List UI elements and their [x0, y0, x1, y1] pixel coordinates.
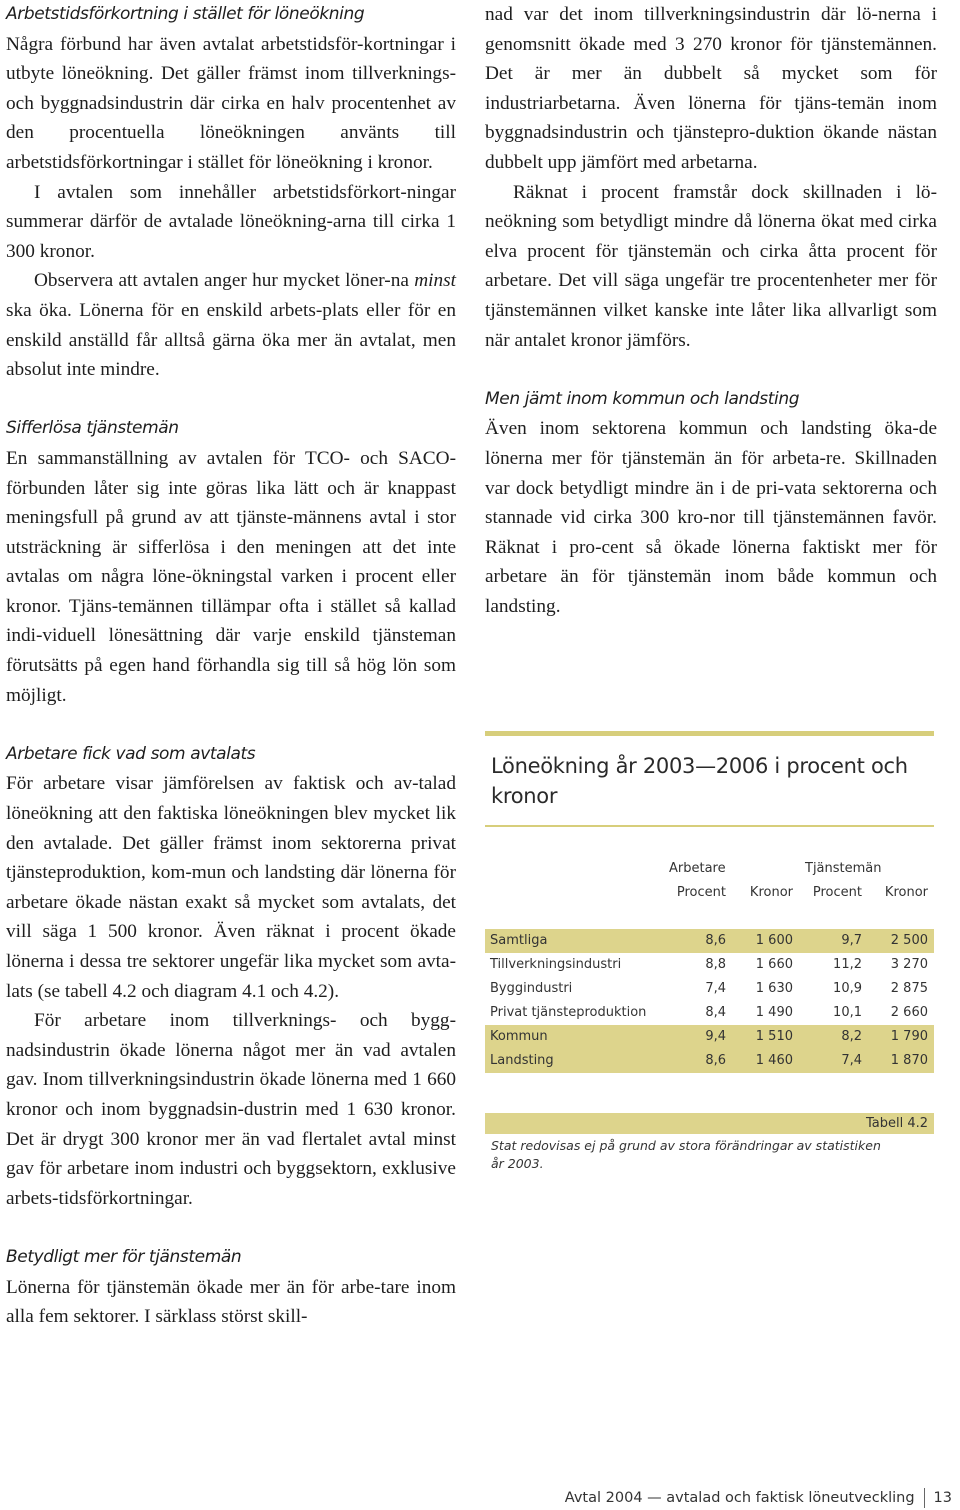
paragraph: Räknat i procent framstår dock skillnaden i lö-neökning som betydligt mindre då lönerna ökat med cirka elva procent för tjänstemän och cirka åtta procent för arbetare. Det vill säga ungefär tre procentenheter mer för tjänstemännen vilket kanske inte låter lika allvarligt som när antalet kronor jämförs. — [485, 181, 937, 351]
column-header: Kronor — [884, 885, 928, 900]
table-cell: 8,6 — [705, 933, 726, 948]
table-cell: 7,4 — [705, 981, 726, 996]
section-heading: Betydligt mer för tjänstemän — [6, 1246, 242, 1267]
table-rows — [485, 929, 934, 1073]
table-cell: 2 875 — [890, 981, 928, 996]
paragraph: För arbetare inom tillverknings- och bygg-nadsindustrin ökade lönerna något mer än vad avtalen gav. Inom tillverkningsindustrin ökade lönerna med 1 660 kronor och inom byggnadsin-dustrin med 1 630 kronor. Det är drygt 300 kronor mer än vad flertalet avtal minst gav för arbetare inom industri och byggsektorn, exklusive arbets-tidsförkortningar. — [6, 1010, 456, 1209]
table-cell: 1 660 — [755, 957, 793, 972]
page-footer — [565, 1486, 952, 1510]
paragraph — [6, 266, 456, 384]
emphasis: minst — [414, 270, 456, 292]
row-label: Tillverkningsindustri — [490, 957, 622, 972]
table-row — [485, 929, 934, 953]
table-cell: 8,6 — [705, 1053, 726, 1068]
table-cell: 1 600 — [755, 933, 793, 948]
section-heading: Sifferlösa tjänstemän — [6, 418, 179, 439]
table-cell: 1 510 — [755, 1029, 793, 1044]
paragraph: I avtalen som innehåller arbetstidsförkort-ningar summerar därför de avtalade löneökning-arna till cirka 1 300 kronor. — [6, 181, 456, 262]
table-cell: 2 500 — [890, 933, 928, 948]
table-cell: 1 790 — [890, 1029, 928, 1044]
table-row — [485, 953, 934, 977]
table-cell: 7,4 — [841, 1053, 862, 1068]
table-row — [485, 977, 934, 1001]
row-label: Privat tjänsteproduktion — [490, 1005, 647, 1020]
group-header-tjansteman: Tjänstemän — [805, 861, 882, 876]
footer-text: Avtal 2004 — avtalad och faktisk löneutveckling — [564, 1490, 915, 1506]
table-cell: 1 460 — [755, 1053, 793, 1068]
table-title: Löneökning år 2003—2006 i procent och kronor — [491, 754, 908, 808]
row-label: Byggindustri — [490, 981, 573, 996]
table-cell: 8,2 — [841, 1029, 862, 1044]
group-header-arbetare: Arbetare — [669, 861, 726, 876]
paragraph: En sammanställning av avtalen för TCO- och SACO-förbunden låter sig inte göras lika lätt och är knappast meningsfull på grund av att tjänste-männens avtal i stor utsträckning är sifferlösa i den meningen att det inte avtalas om några löne-ökningstal varken i procent eller kronor. Tjäns-temännen tillämpar ofta i stället så kallad indi-viduell lönesättning där varje enskild tjänsteman förutsätts på egen hand förhandla sig till så hög lön som möjligt. — [6, 447, 456, 706]
paragraph: Några förbund har även avtalat arbetstidsför-kortningar i utbyte löneökning. Det gäller främst inom tillverknings- och byggnadsindustrin där cirka en halv procentenhet av den procentuella löneökningen använts till arbetstidsförkortningar i stället för löneökning i kronor. — [6, 33, 456, 173]
table-cell: 8,4 — [705, 1005, 726, 1020]
table-cell: 9,7 — [841, 933, 862, 948]
paragraph-text: ska öka. Lönerna för en enskild arbets-plats eller för en enskild anställd får alltså gärna öka mer än avtalat, men absolut inte mindre. — [6, 299, 456, 381]
table-cell: 10,1 — [833, 1005, 862, 1020]
page-number: 13 — [933, 1490, 952, 1506]
table-cell: 2 660 — [890, 1005, 928, 1020]
paragraph: Lönerna för tjänstemän ökade mer än för arbe-tare inom alla fem sektorer. I särklass störst skill- — [6, 1276, 456, 1328]
section-heading: Arbetstidsförkortning i stället för löneökning — [6, 4, 365, 24]
section-heading: Arbetare fick vad som avtalats — [6, 743, 256, 764]
footer-divider — [924, 1488, 925, 1508]
table-footer — [485, 1113, 934, 1173]
table-cell: 3 270 — [890, 957, 928, 972]
table-row — [485, 1001, 934, 1025]
table-cell: 1 630 — [755, 981, 793, 996]
table-cell: 11,2 — [833, 957, 862, 972]
table-cell: 9,4 — [705, 1029, 726, 1044]
paragraph: För arbetare visar jämförelsen av faktisk och av-talad löneökning att den faktiska löneökningen blev mycket lik den avtalade. Det gäller främst inom sektorerna privat tjänsteproduktion, kom-mun och landsting där lönerna för arbetare ökade nästan exakt så mycket som avtalats, det vill säga 1 500 kronor. Även räknat i procent ökade lönerna i dessa tre sektorer ungefär lika mycket som avta-lats (se tabell 4.2 och diagram 4.1 och 4.2). — [6, 773, 456, 1002]
table-label: Tabell 4.2 — [865, 1116, 928, 1131]
table-cell: 1 490 — [755, 1005, 793, 1020]
table-column-header-row — [485, 881, 934, 905]
column-header: Procent — [812, 885, 862, 900]
table-group-header-row — [485, 857, 934, 881]
table-footer-bar — [485, 1113, 934, 1134]
column-header: Kronor — [749, 885, 793, 900]
table-cell: 8,8 — [705, 957, 726, 972]
section-heading: Men jämt inom kommun och landsting — [485, 388, 800, 409]
right-column — [485, 0, 937, 621]
table-note: Stat redovisas ej på grund av stora förändringar av statistiken år 2003. — [491, 1138, 881, 1171]
table-4-2 — [485, 731, 934, 1173]
left-column — [6, 0, 456, 1332]
table-cell: 1 870 — [890, 1053, 928, 1068]
table-body — [485, 827, 934, 1073]
column-header: Procent — [676, 885, 726, 900]
row-label: Kommun — [490, 1029, 548, 1044]
table-row — [485, 1025, 934, 1049]
table-row — [485, 1049, 934, 1073]
row-label: Samtliga — [490, 933, 548, 948]
paragraph-text: Observera att avtalen anger hur mycket löner-na — [34, 270, 415, 292]
paragraph: Även inom sektorena kommun och landsting öka-de lönerna mer för tjänstemän än för arbeta-re. Skillnaden var dock betydligt mindre än i de pri-vata sektorerna och stannade vid cirka 300 kro-nor till tjänstemännen favör. Räknat i pro-cent så ökade lönerna faktiskt mer för arbetare än för tjänstemän inom både kommun och landsting. — [485, 418, 937, 617]
row-label: Landsting — [490, 1053, 554, 1068]
paragraph: nad var det inom tillverkningsindustrin där lö-nerna i genomsnitt ökade med 3 270 kronor för tjänstemännen. Det är mer än dubbelt så mycket som för industriarbetarna. Även lönerna för tjäns-temän inom byggnadsindustrin och tjänstepro-duktion ökande nästan dubbelt upp jämfört med arbetarna. — [485, 4, 937, 173]
table-cell: 10,9 — [833, 981, 862, 996]
